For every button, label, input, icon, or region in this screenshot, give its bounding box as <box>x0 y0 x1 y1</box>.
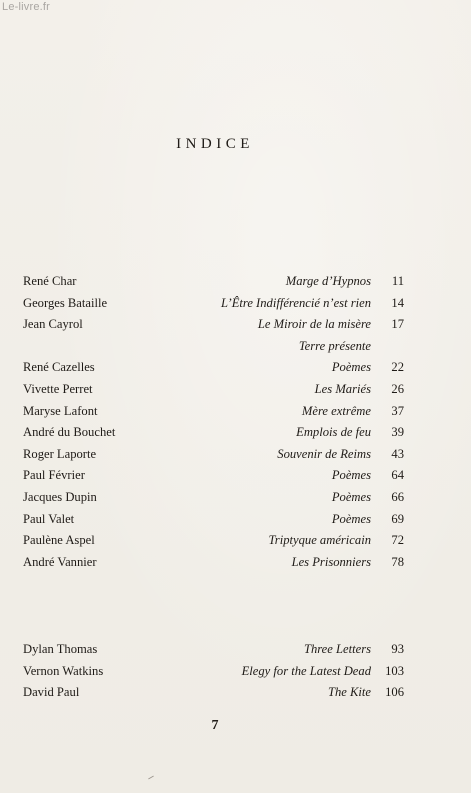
toc-author: David Paul <box>23 685 80 700</box>
toc-author: Roger Laporte <box>23 446 97 461</box>
page-number: 7 <box>211 718 219 733</box>
toc-work: Poèmes <box>331 360 371 375</box>
toc-author: André du Bouchet <box>23 425 116 440</box>
toc-page-number: 11 <box>391 274 404 288</box>
toc-row <box>0 530 471 552</box>
toc-author: Paul Février <box>23 468 85 483</box>
toc-row <box>0 271 471 293</box>
toc-section-1 <box>0 271 471 573</box>
toc-page-number: 43 <box>391 446 404 461</box>
toc-row <box>0 422 471 444</box>
paper-speck <box>148 776 154 780</box>
toc-author: Jean Cayrol <box>23 317 83 332</box>
toc-work: Poèmes <box>331 511 371 526</box>
toc-row <box>0 379 471 401</box>
toc-row <box>0 487 471 509</box>
toc-work: Poèmes <box>331 489 371 504</box>
toc-author: René Cazelles <box>23 360 95 375</box>
toc-page-number: 106 <box>385 685 404 700</box>
toc-page-number: 17 <box>391 317 404 332</box>
toc-page-number: 14 <box>391 295 404 310</box>
toc-row <box>0 357 471 379</box>
toc-work: Les Mariés <box>314 381 371 396</box>
toc-work: Triptyque américain <box>268 533 371 548</box>
toc-work: Three Letters <box>303 642 371 656</box>
toc-work: Terre présente <box>298 338 371 353</box>
toc-author: Dylan Thomas <box>23 642 98 656</box>
toc-work: Poèmes <box>331 468 371 483</box>
toc-work: Le Miroir de la misère <box>257 317 371 332</box>
toc-work: Souvenir de Reims <box>277 446 371 461</box>
toc-author: Jacques Dupin <box>23 489 97 504</box>
toc-row <box>0 293 471 315</box>
toc-author: René Char <box>23 274 77 288</box>
toc-page-number: 103 <box>385 663 404 678</box>
toc-row-continuation <box>0 336 471 358</box>
toc-author: Maryse Lafont <box>23 403 98 418</box>
toc-page-number: 39 <box>391 425 404 440</box>
toc-page-number: 72 <box>391 533 404 548</box>
toc-author: Vivette Perret <box>23 381 93 396</box>
toc-row <box>0 661 471 683</box>
toc-page-number: 22 <box>391 360 404 375</box>
toc-work: Les Prisonniers <box>291 554 371 569</box>
toc-author: Paulène Aspel <box>23 533 95 548</box>
page-title: INDICE <box>176 136 254 152</box>
watermark: Le-livre.fr <box>2 1 51 13</box>
toc-page-number: 66 <box>391 489 404 504</box>
toc-page-number: 69 <box>391 511 404 526</box>
toc-row <box>0 682 471 704</box>
toc-row <box>0 552 471 574</box>
toc-page-number: 26 <box>391 381 404 396</box>
toc-work: Mère extrême <box>301 403 371 418</box>
toc-work: Elegy for the Latest Dead <box>241 663 371 678</box>
toc-section-2 <box>0 639 471 704</box>
toc-page-number: 37 <box>391 403 404 418</box>
toc-row <box>0 509 471 531</box>
toc-author: Vernon Watkins <box>23 663 104 678</box>
toc-work: The Kite <box>327 685 371 700</box>
toc-row <box>0 401 471 423</box>
toc-author: Paul Valet <box>23 511 75 526</box>
toc-author: André Vannier <box>23 554 97 569</box>
toc-page-number: 78 <box>391 554 404 569</box>
toc-work: Emplois de feu <box>296 425 371 440</box>
toc-row <box>0 444 471 466</box>
toc-row <box>0 314 471 336</box>
toc-work: L’Être Indifférencié n’est rien <box>220 295 371 310</box>
toc-work: Marge d’Hypnos <box>285 274 371 288</box>
toc-row <box>0 639 471 661</box>
toc-row <box>0 465 471 487</box>
toc-page-number: 64 <box>391 468 404 483</box>
toc-page-number: 93 <box>391 642 404 656</box>
toc-author: Georges Bataille <box>23 295 108 310</box>
